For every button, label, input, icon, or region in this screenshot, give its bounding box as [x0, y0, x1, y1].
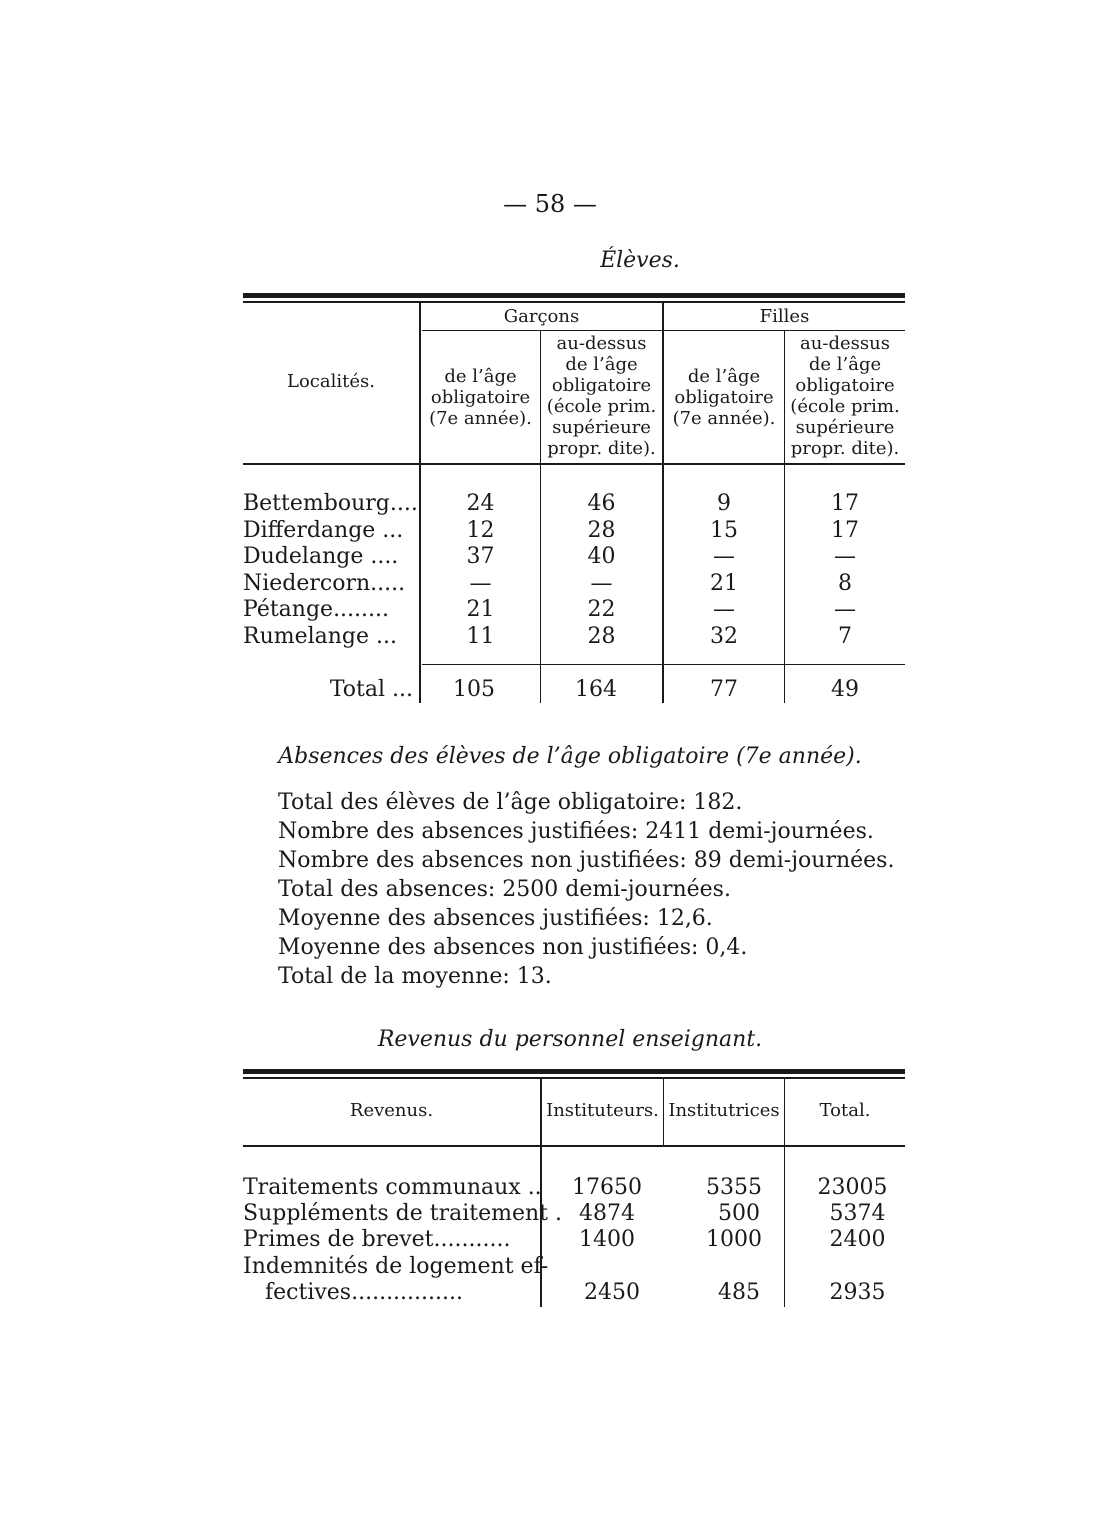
page-number: — 58 —	[503, 190, 597, 218]
cell: 23005	[817, 1175, 888, 1200]
header-total: Total.	[819, 1100, 871, 1121]
row-label: Suppléments de traitement .	[243, 1201, 562, 1226]
cell: —	[469, 571, 492, 596]
cell: 485	[718, 1280, 760, 1305]
absences-title: Absences des élèves de l’âge obligatoire (7e année).	[278, 744, 862, 769]
cell: 32	[710, 624, 738, 649]
cell: —	[834, 544, 856, 569]
cell: 7	[838, 624, 852, 649]
row-label: Niedercorn.....	[243, 571, 406, 596]
table-rule	[243, 1145, 905, 1147]
cell: 4874	[579, 1201, 635, 1226]
cell: 24	[466, 491, 495, 516]
total-cell: 49	[831, 677, 859, 702]
revenus-title: Revenus du personnel enseignant.	[377, 1027, 763, 1052]
cell: 5355	[706, 1175, 762, 1200]
row-label: Indemnités de logement ef-	[243, 1254, 549, 1279]
cell: 2450	[584, 1280, 640, 1305]
row-label: Bettembourg....	[243, 491, 418, 516]
header-filles: Filles	[759, 306, 810, 327]
absences-line: Total des élèves de l’âge obligatoire: 182.	[278, 790, 743, 815]
cell: 500	[718, 1201, 760, 1226]
cell: 2400	[829, 1227, 886, 1252]
cell: 2935	[829, 1280, 886, 1305]
row-label-continued: fectives................	[265, 1280, 463, 1305]
cell: 40	[587, 544, 616, 569]
row-label: Traitements communaux ..	[243, 1175, 542, 1200]
table-rule	[243, 293, 905, 298]
cell: 21	[466, 597, 495, 622]
cell: 17	[831, 518, 859, 543]
row-label: Rumelange ...	[243, 624, 398, 649]
total-cell: 77	[710, 677, 738, 702]
cell: 21	[710, 571, 738, 596]
absences-line: Moyenne des absences non justifiées: 0,4.	[278, 935, 748, 960]
cell: 12	[466, 518, 495, 543]
absences-line: Nombre des absences justifiées: 2411 demi-journées.	[278, 819, 874, 844]
cell: 15	[710, 518, 738, 543]
cell: 17650	[572, 1175, 642, 1200]
cell: 11	[466, 624, 495, 649]
total-cell: 164	[575, 677, 617, 702]
header-institutrices: Institutrices	[668, 1100, 780, 1121]
absences-line: Total des absences: 2500 demi-journées.	[278, 877, 731, 902]
row-label: Dudelange ....	[243, 544, 399, 569]
table-rule	[243, 463, 905, 465]
header-filles-au-dessus: au-dessus de l’âge obligatoire (école prim. supérieure propr. dite).	[790, 333, 900, 459]
cell: 1000	[706, 1227, 762, 1252]
cell: —	[834, 597, 856, 622]
cell: 22	[587, 597, 616, 622]
row-label: Primes de brevet...........	[243, 1227, 511, 1252]
header-garcons-au-dessus: au-dessus de l’âge obligatoire (école prim. supérieure propr. dite).	[546, 333, 657, 459]
table-rule	[243, 301, 905, 303]
cell: —	[590, 571, 613, 596]
cell: 1400	[579, 1227, 635, 1252]
absences-line: Total de la moyenne: 13.	[278, 964, 552, 989]
row-label: Pétange........	[243, 597, 390, 622]
total-cell: 105	[453, 677, 495, 702]
header-localites: Localités.	[287, 371, 375, 392]
cell: 17	[831, 491, 859, 516]
cell: 37	[466, 544, 495, 569]
table-rule	[243, 1069, 905, 1074]
cell: 28	[587, 518, 616, 543]
header-revenus: Revenus.	[349, 1100, 434, 1121]
cell: 8	[838, 571, 852, 596]
cell: 28	[587, 624, 616, 649]
total-label: Total ...	[329, 677, 413, 702]
cell: 5374	[829, 1201, 886, 1226]
absences-line: Moyenne des absences justifiées: 12,6.	[278, 906, 713, 931]
table-rule	[243, 1077, 905, 1079]
absences-line: Nombre des absences non justifiées: 89 demi-journées.	[278, 848, 895, 873]
cell: —	[713, 544, 735, 569]
row-label: Differdange ...	[243, 518, 404, 543]
header-garcons: Garçons	[503, 306, 580, 327]
header-instituteurs: Instituteurs.	[546, 1100, 659, 1121]
cell: 9	[717, 491, 731, 516]
cell: —	[713, 597, 735, 622]
header-filles-obligatoire: de l’âge obligatoire (7e année).	[672, 366, 776, 429]
header-garcons-obligatoire: de l’âge obligatoire (7e année).	[429, 366, 532, 429]
cell: 46	[587, 491, 616, 516]
eleves-title: Élèves.	[600, 248, 680, 273]
